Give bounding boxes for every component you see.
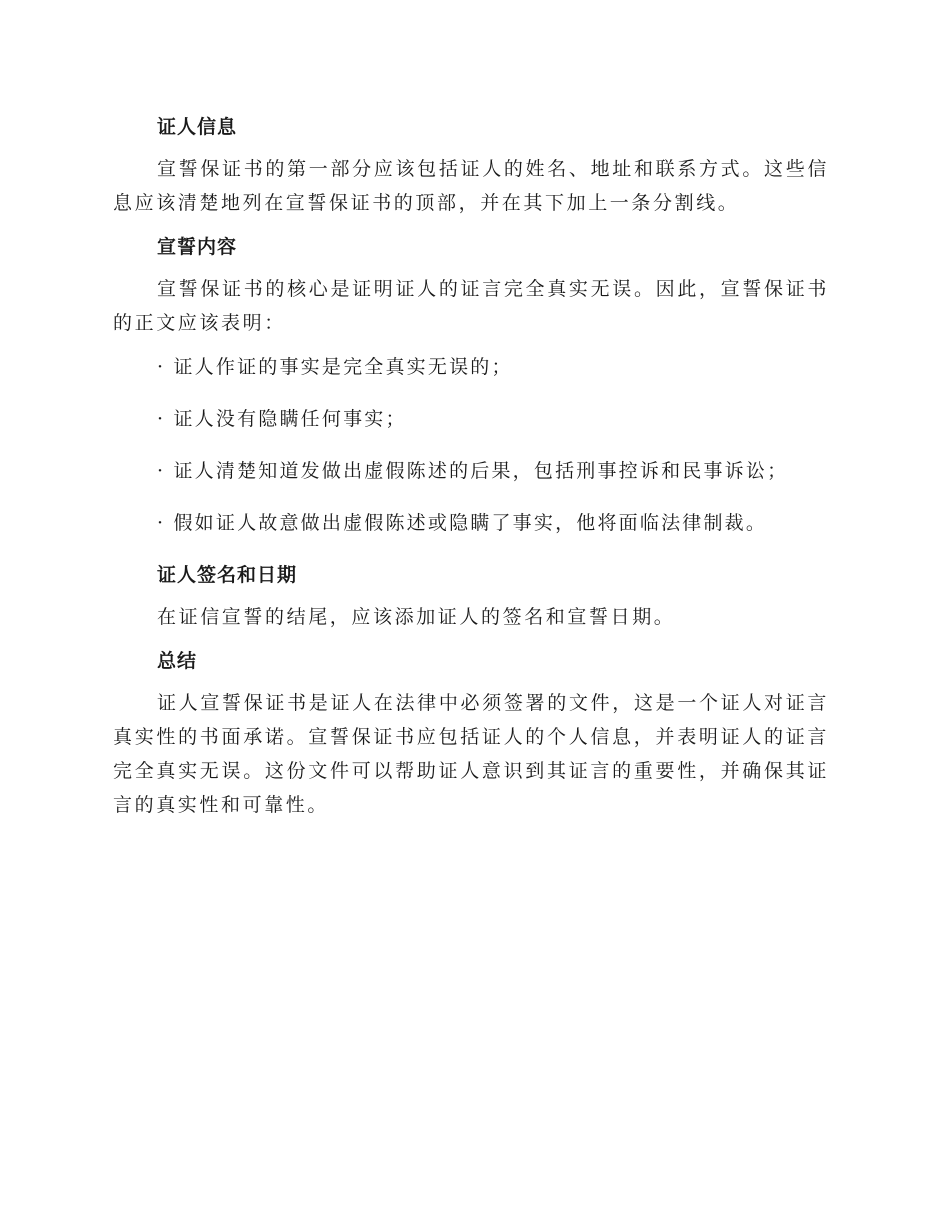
section-heading-oath-content: 宣誓内容 xyxy=(157,236,238,258)
list-item: · 假如证人故意做出虚假陈述或隐瞒了事实，他将面临法律制裁。 xyxy=(157,512,768,534)
list-item: · 证人清楚知道发做出虚假陈述的后果，包括刑事控诉和民事诉讼； xyxy=(157,460,789,482)
paragraph-witness-info: 宣誓保证书的第一部分应该包括证人的姓名、地址和联系方式。这些信息应该清楚地列在宣誓保证书的顶部，并在其下加上一条分割线。 xyxy=(113,158,829,214)
section-heading-witness-info: 证人信息 xyxy=(157,116,238,138)
paragraph-signature-date: 在证信宣誓的结尾，应该添加证人的签名和宣誓日期。 xyxy=(157,606,676,628)
paragraph-oath-content: 宣誓保证书的核心是证明证人的证言完全真实无误。因此，宣誓保证书的正文应该表明： xyxy=(113,278,829,334)
section-heading-signature-date: 证人签名和日期 xyxy=(157,564,298,586)
list-item: · 证人作证的事实是完全真实无误的； xyxy=(157,356,513,378)
section-heading-summary: 总结 xyxy=(157,650,198,672)
document-body xyxy=(113,110,829,830)
paragraph-summary: 证人宣誓保证书是证人在法律中必须签署的文件，这是一个证人对证言真实性的书面承诺。宣誓保证书应包括证人的个人信息，并表明证人的证言完全真实无误。这份文件可以帮助证人意识到其证言的重要性，并确保其证言的真实性和可靠性。 xyxy=(113,692,829,816)
list-item: · 证人没有隐瞒任何事实； xyxy=(157,408,407,430)
